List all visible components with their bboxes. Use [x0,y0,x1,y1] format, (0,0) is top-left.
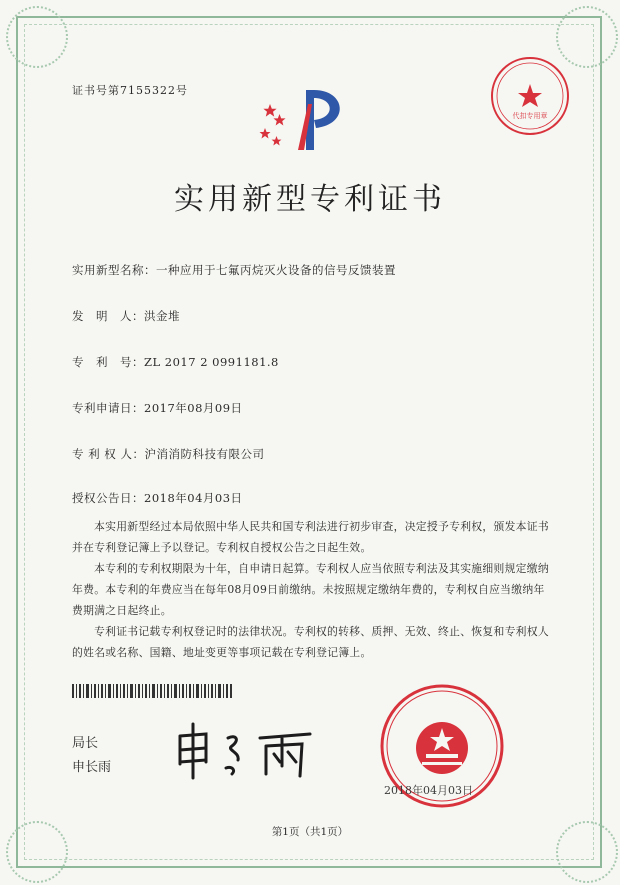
field-value: 一种应用于七氟丙烷灭火设备的信号反馈装置 [156,263,396,277]
field-value: 沪消消防科技有限公司 [144,447,265,461]
patent-office-logo [258,84,360,156]
field-patent-number [72,354,279,370]
field-value: ZL 2017 2 0991181.8 [144,355,279,369]
field-grant-date [72,490,243,506]
certificate-number: 证书号第7155322号 [72,84,188,97]
field-value: 2018年04月03日 [144,491,243,505]
field-label: 专利申请日： [72,401,144,415]
corner-ornament-top-left [6,6,68,68]
paragraph-term: 本专利的专利权期限为十年，自申请日起算。专利权人应当依照专利法及其实施细则规定缴纳年费。本专利的年费应当在每年08月09日前缴纳。未按照规定缴纳年费的，专利权自应当缴纳年费期满之日起终止。 [72,562,549,617]
document-title: 实用新型专利证书 [174,182,446,217]
certificate-body [72,516,550,663]
seal-date: 2018年04月03日 [384,784,473,797]
field-inventor [72,308,180,324]
field-utility-model-name [72,262,396,278]
paragraph-legal-status: 专利证书记载专利权登记时的法律状况。专利权的转移、质押、无效、终止、恢复和专利权人的姓名或名称、国籍、地址变更等事项记载在专利登记簿上。 [72,625,549,659]
paragraph-grant: 本实用新型经过本局依照中华人民共和国专利法进行初步审查，决定授予专利权，颁发本证书并在专利登记簿上予以登记。专利权自授权公告之日起生效。 [72,520,549,554]
director-signature [170,716,320,782]
svg-text:代扣专用章: 代扣专用章 [512,112,548,120]
field-value: 洪金堆 [144,309,180,323]
field-patentee [72,446,264,462]
director-title: 局长 [72,736,99,751]
field-value: 2017年08月09日 [144,401,243,415]
field-label: 专 利 号： [72,355,144,369]
director-name: 申长雨 [72,760,112,775]
field-label: 发 明 人： [72,309,144,323]
agency-seal [488,54,572,138]
field-label: 授权公告日： [72,491,144,505]
field-label: 实用新型名称： [72,263,156,277]
field-application-date [72,400,243,416]
page-number: 第1页（共1页） [271,826,349,838]
barcode [72,684,232,698]
field-label: 专 利 权 人： [72,447,145,461]
